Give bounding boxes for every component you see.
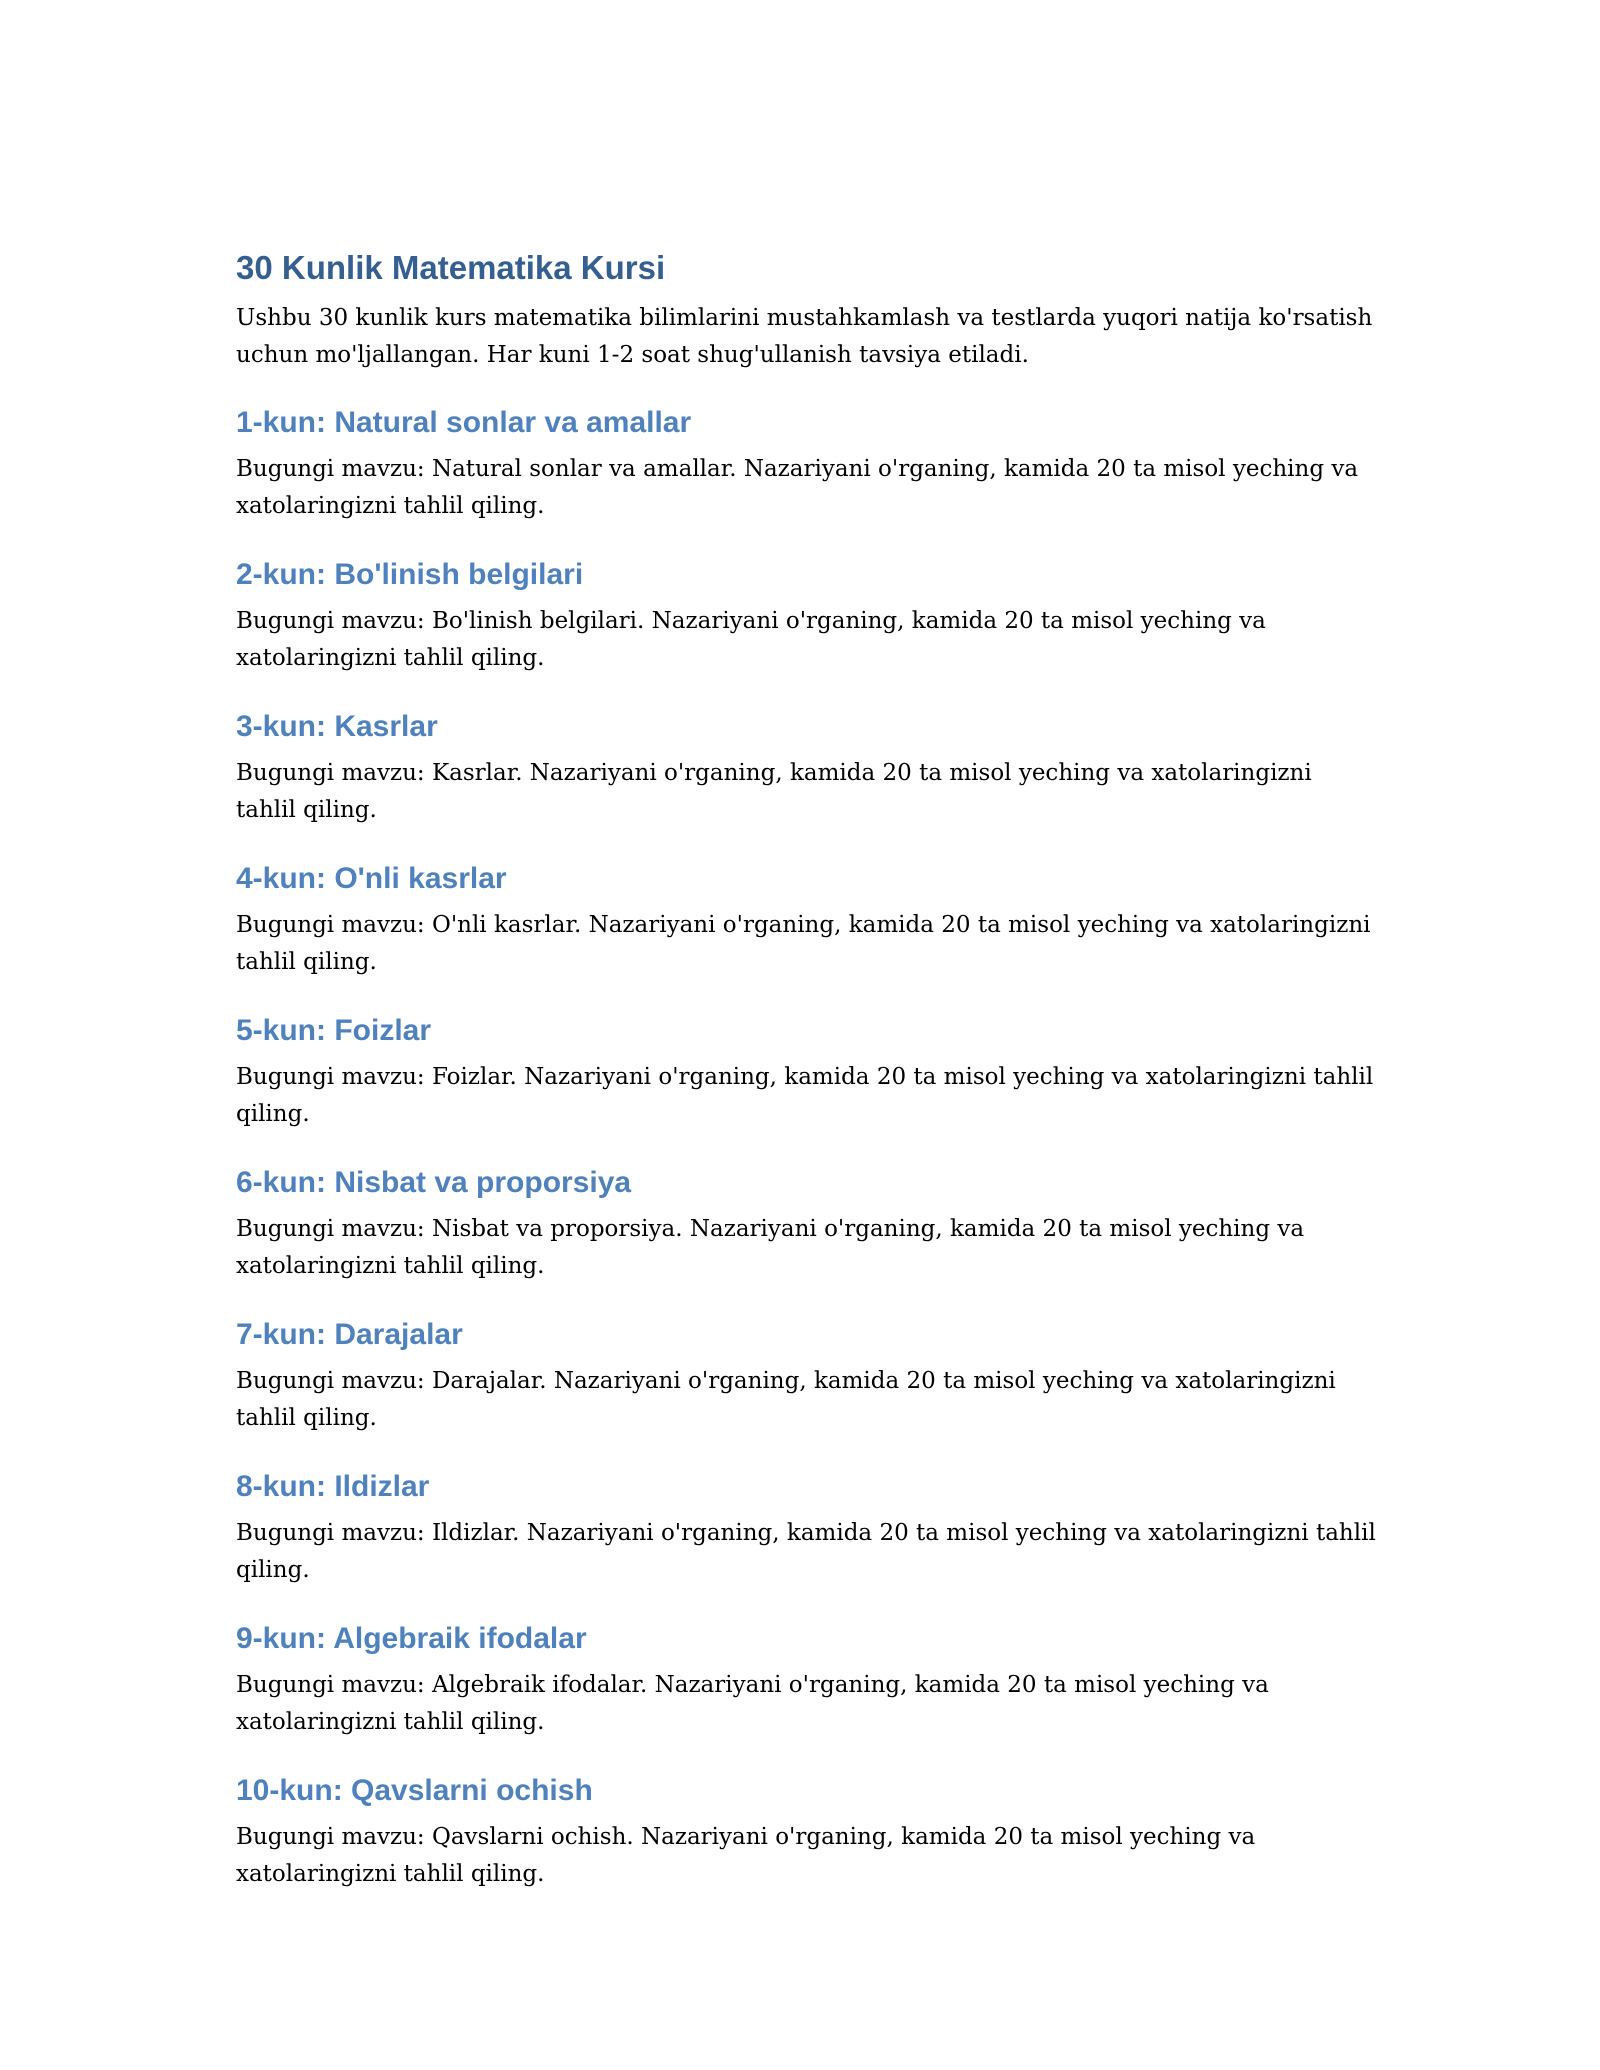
day-section-3: [236, 709, 1376, 829]
day-heading: 9-kun: Algebraik ifodalar: [236, 1621, 587, 1655]
day-section-6: [236, 1165, 1376, 1285]
day-section-1: [236, 405, 1376, 525]
day-heading: 1-kun: Natural sonlar va amallar: [236, 405, 692, 439]
day-section-8: [236, 1469, 1376, 1589]
day-section-5: [236, 1013, 1376, 1133]
day-text: Bugungi mavzu: Foizlar. Nazariyani o'rganing, kamida 20 ta misol yeching va xatolaringizni tahlil qiling.: [236, 1063, 1374, 1127]
day-section-4: [236, 861, 1376, 981]
day-text: Bugungi mavzu: Bo'linish belgilari. Nazariyani o'rganing, kamida 20 ta misol yeching va xatolaringizni tahlil qiling.: [236, 607, 1266, 671]
day-heading: 5-kun: Foizlar: [236, 1013, 432, 1047]
day-heading: 8-kun: Ildizlar: [236, 1469, 430, 1503]
day-text: Bugungi mavzu: Nisbat va proporsiya. Nazariyani o'rganing, kamida 20 ta misol yeching va xatolaringizni tahlil qiling.: [236, 1215, 1305, 1279]
day-heading: 3-kun: Kasrlar: [236, 709, 438, 743]
day-text: Bugungi mavzu: Darajalar. Nazariyani o'rganing, kamida 20 ta misol yeching va xatolaringizni tahlil qiling.: [236, 1367, 1336, 1431]
day-heading: 6-kun: Nisbat va proporsiya: [236, 1165, 632, 1199]
day-text: Bugungi mavzu: O'nli kasrlar. Nazariyani o'rganing, kamida 20 ta misol yeching va xatolaringizni tahlil qiling.: [236, 911, 1371, 975]
day-text: Bugungi mavzu: Algebraik ifodalar. Nazariyani o'rganing, kamida 20 ta misol yeching va xatolaringizni tahlil qiling.: [236, 1671, 1269, 1735]
document-intro: Ushbu 30 kunlik kurs matematika bilimlarini mustahkamlash va testlarda yuqori natija ko'rsatish uchun mo'ljallangan. Har kuni 1-2 soat shug'ullanish tavsiya etiladi.: [236, 304, 1373, 368]
document-title: 30 Kunlik Matematika Kursi: [236, 249, 666, 286]
day-text: Bugungi mavzu: Qavslarni ochish. Nazariyani o'rganing, kamida 20 ta misol yeching va xatolaringizni tahlil qiling.: [236, 1823, 1256, 1887]
day-heading: 7-kun: Darajalar: [236, 1317, 463, 1351]
day-heading: 10-kun: Qavslarni ochish: [236, 1773, 593, 1807]
day-section-10: [236, 1773, 1376, 1893]
day-section-2: [236, 557, 1376, 677]
day-section-7: [236, 1317, 1376, 1437]
document-page: [236, 248, 1376, 1925]
day-heading: 4-kun: O'nli kasrlar: [236, 861, 507, 895]
day-heading: 2-kun: Bo'linish belgilari: [236, 557, 584, 591]
day-text: Bugungi mavzu: Ildizlar. Nazariyani o'rganing, kamida 20 ta misol yeching va xatolaringizni tahlil qiling.: [236, 1519, 1376, 1583]
day-text: Bugungi mavzu: Natural sonlar va amallar. Nazariyani o'rganing, kamida 20 ta misol yeching va xatolaringizni tahlil qiling.: [236, 455, 1359, 519]
day-text: Bugungi mavzu: Kasrlar. Nazariyani o'rganing, kamida 20 ta misol yeching va xatolaringizni tahlil qiling.: [236, 759, 1312, 823]
day-section-9: [236, 1621, 1376, 1741]
